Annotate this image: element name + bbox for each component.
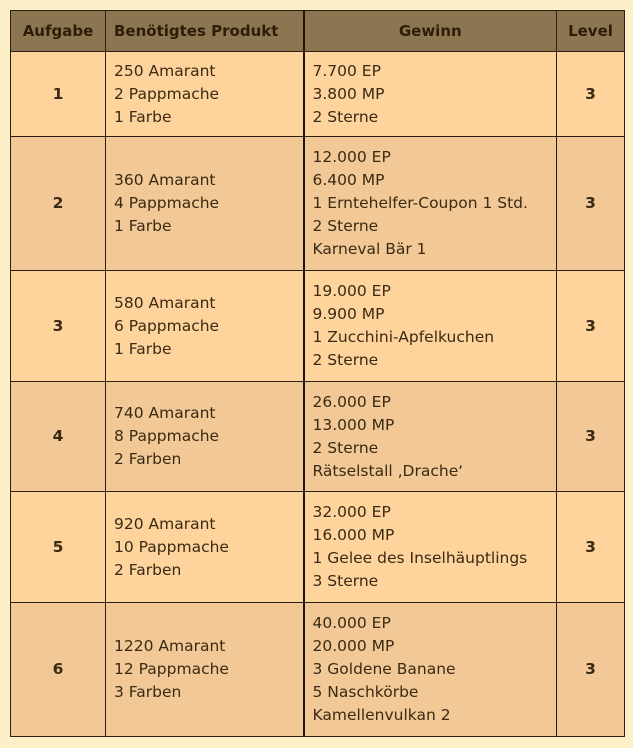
gewinn-line: 2 Sterne [312, 438, 379, 457]
cell-produkt [106, 382, 304, 492]
produkt-line: 580 Amarant [114, 293, 216, 312]
gewinn-line: 5 Naschkörbe [312, 683, 419, 701]
gewinn-line: 12.000 EP [312, 148, 391, 166]
gewinn-line: 7.700 EP [312, 61, 381, 80]
cell-level: 3 [557, 492, 625, 603]
produkt-line: 3 Farben [114, 683, 182, 701]
produkt-line: 10 Pappmache [114, 537, 229, 556]
table-row [11, 137, 625, 271]
header-row [11, 11, 625, 52]
gewinn-line: 19.000 EP [312, 282, 391, 300]
produkt-line: 1 Farbe [114, 217, 172, 235]
gewinn-line: 16.000 MP [312, 526, 395, 544]
table-body [11, 52, 625, 737]
gewinn-line: 6.400 MP [312, 171, 385, 189]
cell-produkt [106, 603, 304, 737]
quest-table-container [10, 10, 625, 737]
gewinn-line: 13.000 MP [312, 415, 395, 434]
produkt-line: 360 Amarant [114, 171, 216, 189]
gewinn-line: 26.000 EP [312, 392, 391, 411]
produkt-line: 12 Pappmache [114, 660, 229, 678]
cell-aufgabe: 5 [11, 492, 106, 603]
header-gewinn: Gewinn [304, 11, 557, 52]
gewinn-line: 2 Sterne [312, 351, 379, 369]
quest-table [10, 10, 625, 737]
cell-gewinn [304, 137, 557, 271]
produkt-line: 1 Farbe [114, 339, 172, 358]
table-row [11, 603, 625, 737]
header-level: Level [557, 11, 625, 52]
produkt-line: 250 Amarant [114, 61, 216, 80]
gewinn-line: 1 Zucchini-Apfelkuchen [312, 328, 495, 346]
cell-level: 3 [557, 603, 625, 737]
cell-level: 3 [557, 52, 625, 137]
table-row [11, 271, 625, 382]
gewinn-line: Karneval Bär 1 [312, 240, 427, 258]
produkt-line: 4 Pappmache [114, 194, 220, 212]
cell-level: 3 [557, 271, 625, 382]
cell-produkt [106, 52, 304, 137]
cell-produkt [106, 492, 304, 603]
produkt-line: 6 Pappmache [114, 316, 220, 335]
gewinn-line: 3.800 MP [312, 84, 385, 103]
produkt-line: 920 Amarant [114, 514, 216, 533]
cell-gewinn [304, 52, 557, 137]
cell-level: 3 [557, 137, 625, 271]
produkt-line: 2 Farben [114, 450, 182, 468]
cell-gewinn [304, 492, 557, 603]
cell-aufgabe: 1 [11, 52, 106, 137]
gewinn-line: 40.000 EP [312, 614, 391, 632]
gewinn-line: 1 Gelee des Inselhäuptlings [312, 549, 528, 567]
produkt-line: 1 Farbe [114, 107, 172, 126]
gewinn-line: 9.900 MP [312, 305, 385, 323]
cell-produkt [106, 137, 304, 271]
produkt-line: 1220 Amarant [114, 637, 226, 655]
produkt-line: 2 Pappmache [114, 84, 220, 103]
gewinn-line: 3 Sterne [312, 572, 379, 590]
gewinn-line: 2 Sterne [312, 217, 379, 235]
gewinn-line: 20.000 MP [312, 637, 395, 655]
gewinn-line: Kamellenvulkan 2 [312, 706, 451, 724]
cell-aufgabe: 4 [11, 382, 106, 492]
header-produkt: Benötigtes Produkt [106, 11, 304, 52]
gewinn-line: 32.000 EP [312, 503, 391, 521]
cell-gewinn [304, 271, 557, 382]
cell-aufgabe: 6 [11, 603, 106, 737]
cell-aufgabe: 3 [11, 271, 106, 382]
cell-level: 3 [557, 382, 625, 492]
table-row [11, 492, 625, 603]
header-aufgabe: Aufgabe [11, 11, 106, 52]
produkt-line: 2 Farben [114, 560, 182, 579]
table-row [11, 382, 625, 492]
produkt-line: 740 Amarant [114, 404, 216, 422]
gewinn-line: Rätselstall ‚Drache‘ [312, 461, 464, 480]
gewinn-line: 3 Goldene Banane [312, 660, 456, 678]
produkt-line: 8 Pappmache [114, 427, 220, 445]
gewinn-line: 2 Sterne [312, 107, 379, 126]
cell-gewinn [304, 603, 557, 737]
cell-produkt [106, 271, 304, 382]
gewinn-line: 1 Erntehelfer-Coupon 1 Std. [312, 194, 528, 212]
table-row [11, 52, 625, 137]
cell-gewinn [304, 382, 557, 492]
cell-aufgabe: 2 [11, 137, 106, 271]
